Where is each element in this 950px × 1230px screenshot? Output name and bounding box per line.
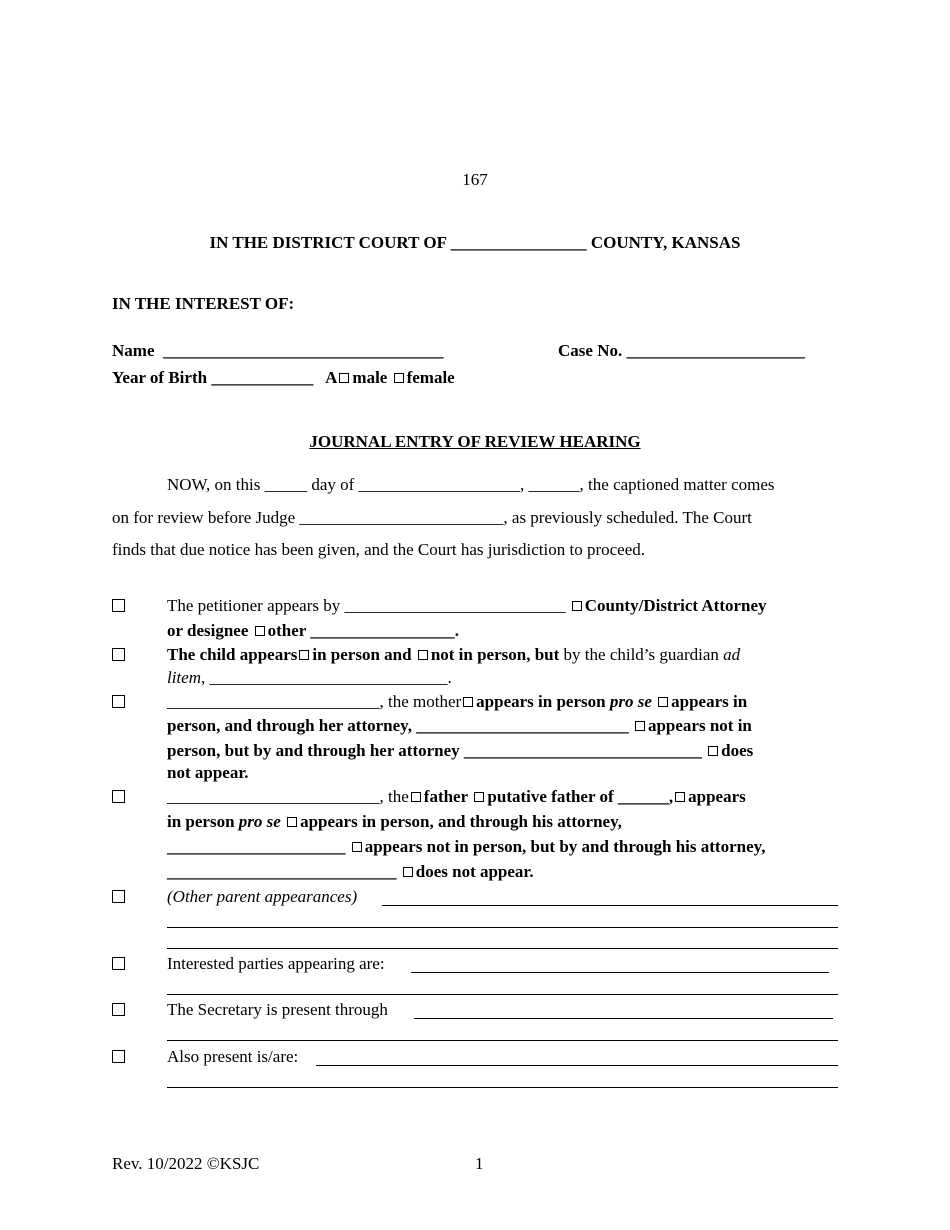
father-appears-label: appears — [688, 787, 746, 806]
name-row — [112, 340, 443, 362]
father-in-person-label: in person — [167, 812, 235, 831]
other-parent-line-2[interactable] — [167, 927, 838, 928]
child-in-person-checkbox[interactable] — [299, 650, 309, 660]
father-line-3 — [167, 836, 765, 858]
mother-in-person-pro-se-checkbox[interactable] — [463, 697, 473, 707]
interest-of-label: IN THE INTEREST OF: — [112, 294, 295, 313]
guardian-field[interactable]: , ____________________________. — [201, 668, 452, 687]
interested-parties-label: Interested parties appearing are: — [167, 954, 385, 973]
father-with-attorney-label: appears in person, and through his attorney, — [300, 812, 622, 831]
child-not-in-person-label: not in person, but — [430, 645, 560, 664]
father-checkbox[interactable] — [112, 790, 125, 803]
interested-parties-line-2[interactable] — [167, 994, 838, 995]
intro-line-2: on for review before Judge ________________________, as previously scheduled. The Court — [112, 508, 752, 527]
name-label: Name — [112, 341, 155, 360]
mother-line-1 — [167, 691, 747, 713]
child-appears-label: The child appears — [167, 645, 298, 664]
mother-pro-se-label: pro se — [609, 692, 652, 711]
other-parent-line-1[interactable] — [382, 905, 838, 906]
case-row — [558, 340, 805, 362]
father-line-2 — [167, 811, 622, 833]
putative-father-label: putative father of ______, — [487, 787, 674, 806]
mother-line-4: not appear. — [167, 763, 249, 782]
father-pro-se-label: pro se — [238, 812, 281, 831]
footer-page-number: 1 — [475, 1154, 484, 1173]
top-page-number: 167 — [462, 170, 488, 189]
father-not-in-person-checkbox[interactable] — [352, 842, 362, 852]
female-checkbox[interactable] — [394, 373, 404, 383]
father-with-attorney-checkbox[interactable] — [287, 817, 297, 827]
mother-appears-in-label: appears in — [671, 692, 748, 711]
other-label: other _________________. — [267, 621, 460, 640]
case-label: Case No. — [558, 341, 623, 360]
mother-does-label: does — [721, 741, 754, 760]
mother-does-not-appear-checkbox[interactable] — [708, 746, 718, 756]
interested-parties-line-1[interactable] — [411, 972, 829, 973]
yob-field[interactable]: ____________ — [211, 368, 314, 387]
secretary-line-2[interactable] — [167, 1040, 838, 1041]
putative-father-checkbox[interactable] — [474, 792, 484, 802]
child-line-1 — [167, 644, 740, 666]
other-parent-line-3[interactable] — [167, 948, 838, 949]
petitioner-checkbox[interactable] — [112, 599, 125, 612]
female-label: female — [406, 368, 455, 387]
father-not-in-person-label: appears not in person, but by and through his attorney, — [364, 837, 766, 856]
county-field[interactable]: ________________ — [450, 233, 587, 252]
designee-label: or designee — [167, 621, 249, 640]
county-attorney-label: County/District Attorney — [584, 596, 767, 615]
child-not-in-person-checkbox[interactable] — [418, 650, 428, 660]
yob-label: Year of Birth — [112, 368, 208, 387]
father-does-not-appear-label: does not appear. — [415, 862, 534, 881]
secretary-checkbox[interactable] — [112, 1003, 125, 1016]
father-name-field[interactable]: _________________________, the — [167, 787, 409, 806]
other-parent-label: (Other parent appearances) — [167, 887, 358, 906]
year-of-birth-row — [112, 367, 455, 389]
guardian-text: by the child’s guardian — [563, 645, 719, 664]
a-label: A — [325, 368, 338, 387]
mother-line-2 — [167, 715, 752, 737]
mother-attorney-field[interactable]: person, and through her attorney, _________________________ — [167, 716, 629, 735]
male-label: male — [352, 368, 388, 387]
father-attorney-field[interactable]: _____________________ — [167, 837, 346, 856]
mother-with-attorney-checkbox[interactable] — [658, 697, 668, 707]
male-checkbox[interactable] — [339, 373, 349, 383]
mother-appears-label: appears in person — [476, 692, 606, 711]
case-field[interactable]: _____________________ — [626, 341, 805, 360]
child-line-2 — [167, 667, 452, 689]
litem-text: litem — [167, 668, 201, 687]
also-present-label: Also present is/are: — [167, 1047, 299, 1066]
father-does-not-appear-checkbox[interactable] — [403, 867, 413, 877]
county-attorney-checkbox[interactable] — [572, 601, 582, 611]
mother-appears-not-label: appears not in — [647, 716, 752, 735]
footer-revision: Rev. 10/2022 ©KSJC — [112, 1154, 260, 1173]
intro-line-1: NOW, on this _____ day of ___________________, ______, the captioned matter comes — [167, 475, 775, 494]
father-in-person-pro-se-checkbox[interactable] — [675, 792, 685, 802]
father-type-checkbox[interactable] — [411, 792, 421, 802]
father-attorney-2-field[interactable]: ___________________________ — [167, 862, 397, 881]
court-suffix: COUNTY, KANSAS — [590, 233, 741, 252]
document-title: JOURNAL ENTRY OF REVIEW HEARING — [309, 432, 641, 451]
mother-checkbox[interactable] — [112, 695, 125, 708]
mother-line-3 — [167, 740, 753, 762]
mother-not-in-person-checkbox[interactable] — [635, 721, 645, 731]
name-field[interactable]: _________________________________ — [162, 341, 444, 360]
secretary-line-1[interactable] — [414, 1018, 833, 1019]
mother-attorney-2-field[interactable]: person, but by and through her attorney ____________________________ — [167, 741, 702, 760]
ad-text: ad — [723, 645, 741, 664]
court-header — [0, 232, 950, 254]
petitioner-text: The petitioner appears by __________________________ — [167, 596, 566, 615]
other-parent-checkbox[interactable] — [112, 890, 125, 903]
court-prefix: IN THE DISTRICT COURT OF — [209, 233, 447, 252]
father-label: father — [423, 787, 469, 806]
secretary-label: The Secretary is present through — [167, 1000, 388, 1019]
child-checkbox[interactable] — [112, 648, 125, 661]
petitioner-line-1 — [167, 595, 767, 617]
interested-parties-checkbox[interactable] — [112, 957, 125, 970]
other-checkbox[interactable] — [255, 626, 265, 636]
petitioner-line-2 — [167, 620, 459, 642]
mother-name-field[interactable]: _________________________, the mother — [167, 692, 462, 711]
child-in-person-label: in person and — [312, 645, 412, 664]
also-present-line-2[interactable] — [167, 1087, 838, 1088]
also-present-checkbox[interactable] — [112, 1050, 125, 1063]
intro-line-3: finds that due notice has been given, and the Court has jurisdiction to proceed. — [112, 540, 646, 559]
father-line-1 — [167, 786, 746, 808]
father-line-4 — [167, 861, 534, 883]
also-present-line-1[interactable] — [316, 1065, 838, 1066]
